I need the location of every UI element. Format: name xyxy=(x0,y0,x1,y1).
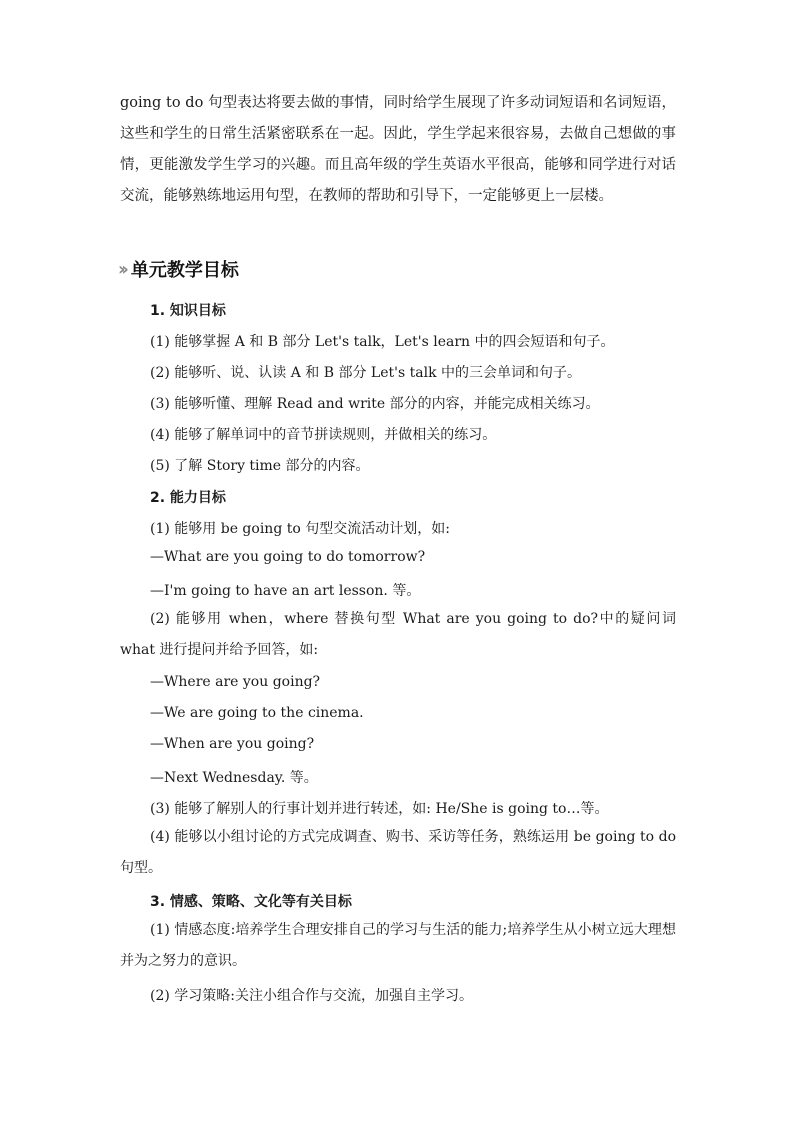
ability-item-4: (4) 能够以小组讨论的方式完成调查、购书、采访等任务，熟练运用 be going to do 句型。 xyxy=(120,829,676,876)
intro-paragraph: going to do 句型表达将要去做的事情，同时给学生展现了许多动词短语和名词短语，这些和学生的日常生活紧密联系在一起。因此，学生学起来很容易，去做自己想做的事情，更能激发学生学习的兴趣。而且高年级的学生英语水平很高，能够和同学进行对话交流，能够熟练地运用句型，在教师的帮助和引导下，一定能够更上一层楼。 xyxy=(120,95,676,204)
dialog-line: —We are going to the cinema. xyxy=(150,705,364,721)
chevron-icon: ›› xyxy=(118,258,125,280)
affect-heading: 3. 情感、策略、文化等有关目标 xyxy=(150,894,352,910)
knowledge-item-5: (5) 了解 Story time 部分的内容。 xyxy=(150,458,370,474)
dialog-line: —Where are you going? xyxy=(150,674,321,690)
affect-item-2: (2) 学习策略:关注小组合作与交流，加强自主学习。 xyxy=(150,988,473,1004)
dialog-line: —What are you going to do tomorrow? xyxy=(150,549,426,565)
dialog-line: —When are you going? xyxy=(150,736,315,752)
knowledge-item-3: (3) 能够听懂、理解 Read and write 部分的内容，并能完成相关练习。 xyxy=(150,396,600,412)
section-title-text: 单元教学目标 xyxy=(130,260,239,281)
knowledge-item-1: (1) 能够掌握 A 和 B 部分 Let's talk，Let's learn 中的四会短语和句子。 xyxy=(150,334,615,350)
knowledge-item-4: (4) 能够了解单词中的音节拼读规则，并做相关的练习。 xyxy=(150,427,497,443)
section-title xyxy=(118,256,239,282)
ability-item-1: (1) 能够用 be going to 句型交流活动计划，如: xyxy=(150,521,450,537)
ability-item-2: (2) 能够用 when，where 替换句型 What are you going to do?中的疑问词 what 进行提问并给予回答，如: xyxy=(120,611,676,658)
dialog-line: —Next Wednesday. 等。 xyxy=(150,770,318,786)
ability-item-3: (3) 能够了解别人的行事计划并进行转述，如: He/She is going to…等。 xyxy=(150,801,609,817)
affect-item-1: (1) 情感态度:培养学生合理安排自己的学习与生活的能力;培养学生从小树立远大理想并为之努力的意识。 xyxy=(120,922,676,969)
ability-heading: 2. 能力目标 xyxy=(150,490,226,506)
knowledge-heading: 1. 知识目标 xyxy=(150,303,226,319)
intro-paragraph-block xyxy=(120,88,676,212)
knowledge-item-2: (2) 能够听、说、认读 A 和 B 部分 Let's talk 中的三会单词和句子。 xyxy=(150,365,582,381)
dialog-line: —I'm going to have an art lesson. 等。 xyxy=(150,583,421,599)
